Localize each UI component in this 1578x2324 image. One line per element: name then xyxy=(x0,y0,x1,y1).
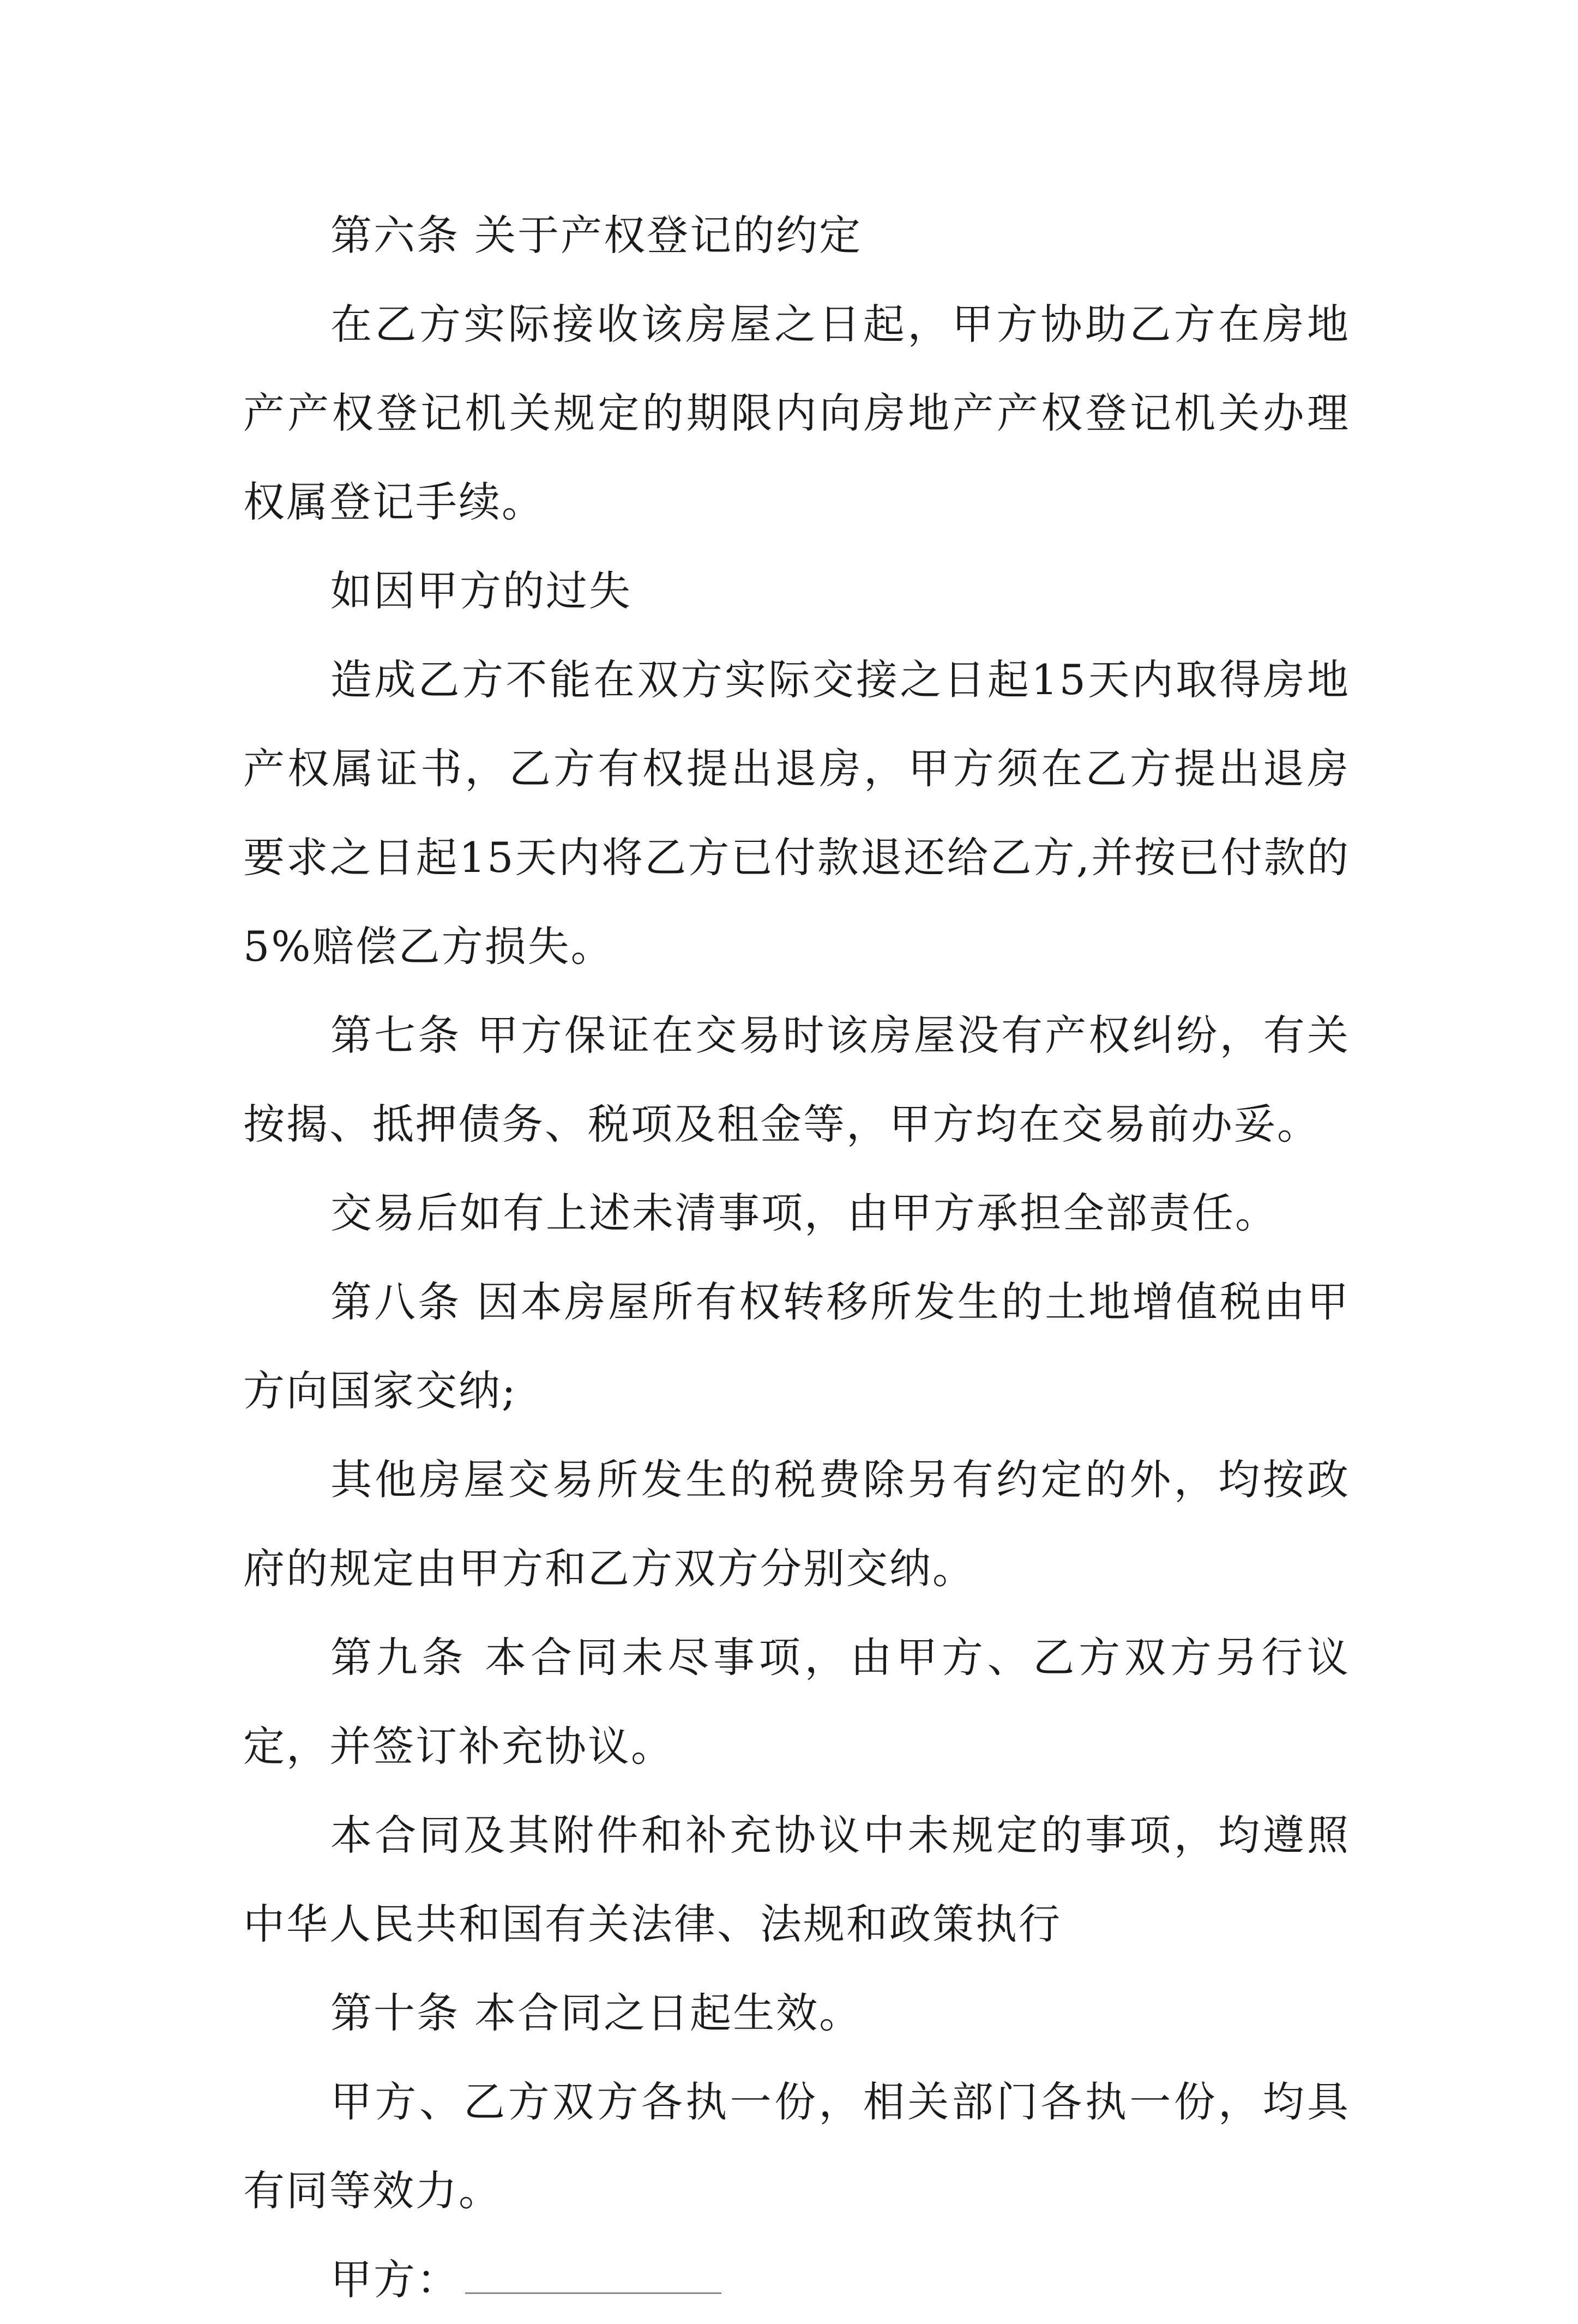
party-a-signature-line xyxy=(465,2260,721,2294)
article-8-taxes-paragraph: 其他房屋交易所发生的税费除另有约定的外，均按政府的规定由甲方和乙方双方分别交纳。 xyxy=(243,1455,1350,1593)
article-10-paragraph: 第十条 本合同之日起生效。 xyxy=(330,1989,863,2037)
article-8-paragraph: 第八条 因本房屋所有权转移所发生的土地增值税由甲方向国家交纳; xyxy=(243,1278,1350,1415)
party-a-signature xyxy=(243,2235,1350,2324)
article-6-registration-paragraph: 在乙方实际接收该房屋之日起，甲方协助乙方在房地产产权登记机关规定的期限内向房地产产权登记机关办理权属登记手续。 xyxy=(243,300,1350,526)
article-6-heading: 第六条 关于产权登记的约定 xyxy=(330,211,863,260)
article-9-law-paragraph: 本合同及其附件和补充协议中未规定的事项，均遵照中华人民共和国有关法律、法规和政策执行 xyxy=(243,1811,1350,1948)
article-6-refund-paragraph: 造成乙方不能在双方实际交接之日起15天内取得房地产权属证书，乙方有权提出退房，甲方须在乙方提出退房要求之日起15天内将乙方已付款退还给乙方,并按已付款的5%赔偿乙方损失。 xyxy=(243,655,1350,971)
document-body xyxy=(243,191,1350,2324)
party-a-label: 甲方： xyxy=(330,2255,460,2304)
copies-paragraph: 甲方、乙方双方各执一份，相关部门各执一份，均具有同等效力。 xyxy=(243,2078,1350,2215)
article-9-paragraph: 第九条 本合同未尽事项，由甲方、乙方双方另行议定，并签订补充协议。 xyxy=(243,1633,1350,1771)
article-7-paragraph: 第七条 甲方保证在交易时该房屋没有产权纠纷，有关按揭、抵押债务、税项及租金等，甲方均在交易前办妥。 xyxy=(243,1011,1350,1148)
article-7-liability-paragraph: 交易后如有上述未清事项，由甲方承担全部责任。 xyxy=(330,1189,1278,1237)
article-6-fault-paragraph: 如因甲方的过失 xyxy=(330,567,632,615)
